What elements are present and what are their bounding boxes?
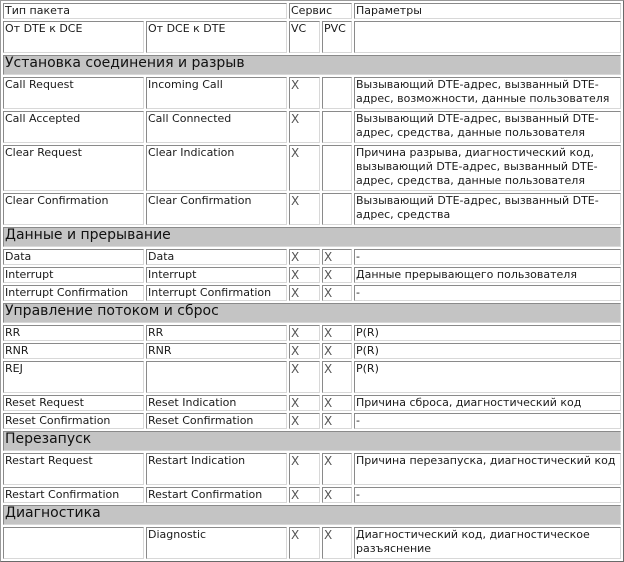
parameters-cell: - [354,413,621,429]
header-row-2 [3,21,621,53]
section-title: Перезапуск [3,431,621,451]
pvc-mark-cell: X [322,487,352,503]
pvc-mark-cell: X [322,395,352,411]
dte-to-dce-cell: Call Request [3,77,144,109]
packet-type-header: Тип пакета [3,3,287,19]
parameters-cell: Диагностический код, диагностическое разъяснение [354,527,621,559]
parameters-cell: Причина сброса, диагностический код [354,395,621,411]
dte-to-dce-cell: RNR [3,343,144,359]
dce-to-dte-cell: Reset Indication [146,395,287,411]
table-row [3,193,621,225]
pvc-mark-cell: X [322,343,352,359]
table-body [3,55,621,559]
dce-to-dte-cell: Data [146,249,287,265]
dce-to-dte-cell: Incoming Call [146,77,287,109]
dte-to-dce-cell: Reset Confirmation [3,413,144,429]
section-row [3,303,621,323]
dce-to-dte-cell: Clear Confirmation [146,193,287,225]
table-row [3,453,621,485]
section-row [3,505,621,525]
dce-to-dte-cell: Interrupt Confirmation [146,285,287,301]
vc-mark-cell: X [289,145,320,191]
parameters-cell: Причина разрыва, диагностический код, вызывающий DTE-адрес, вызванный DTE-адрес, средства, данные пользователя [354,145,621,191]
dce-to-dte-cell: Diagnostic [146,527,287,559]
section-title: Диагностика [3,505,621,525]
parameters-cell: P(R) [354,325,621,341]
dce-to-dte-cell [146,361,287,393]
dce-to-dte-cell: Reset Confirmation [146,413,287,429]
vc-mark-cell: X [289,325,320,341]
vc-mark-cell: X [289,453,320,485]
dce-to-dte-cell: Restart Confirmation [146,487,287,503]
pvc-mark-cell [322,145,352,191]
section-row [3,431,621,451]
dte-to-dce-cell: Data [3,249,144,265]
vc-mark-cell: X [289,343,320,359]
vc-mark-cell: X [289,267,320,283]
parameters-cell: - [354,487,621,503]
table-row [3,77,621,109]
pvc-mark-cell: X [322,527,352,559]
dte-to-dce-cell: Interrupt Confirmation [3,285,144,301]
dte-to-dce-cell: Call Accepted [3,111,144,143]
dte-to-dce-cell: Clear Confirmation [3,193,144,225]
pvc-mark-cell: X [322,249,352,265]
dte-to-dce-cell: Restart Request [3,453,144,485]
vc-mark-cell: X [289,413,320,429]
parameters-cell: Причина перезапуска, диагностический код [354,453,621,485]
table-row [3,527,621,559]
pvc-mark-cell: X [322,453,352,485]
dte-to-dce-cell: Reset Request [3,395,144,411]
table-row [3,361,621,393]
dce-to-dte-cell: Clear Indication [146,145,287,191]
dte-to-dce-cell: Interrupt [3,267,144,283]
vc-mark-cell: X [289,527,320,559]
vc-mark-cell: X [289,285,320,301]
table-row [3,325,621,341]
parameters-cell: - [354,285,621,301]
parameters-cell: P(R) [354,343,621,359]
parameters-cell: Вызывающий DTE-адрес, вызванный DTE-адрес, средства, данные пользователя [354,111,621,143]
parameters-cell: P(R) [354,361,621,393]
table-row [3,487,621,503]
section-row [3,55,621,75]
vc-mark-cell: X [289,395,320,411]
pvc-mark-cell: X [322,267,352,283]
section-title: Управление потоком и сброс [3,303,621,323]
section-title: Данные и прерывание [3,227,621,247]
table-row [3,395,621,411]
pvc-mark-cell [322,77,352,109]
dce-to-dte-cell: Restart Indication [146,453,287,485]
vc-mark-cell: X [289,193,320,225]
dce-to-dte-cell: Call Connected [146,111,287,143]
dce-to-dte-cell: RR [146,325,287,341]
pvc-header: PVC [322,21,352,53]
vc-mark-cell: X [289,249,320,265]
pvc-mark-cell: X [322,413,352,429]
dte-to-dce-cell: REJ [3,361,144,393]
table-row [3,343,621,359]
parameters-header: Параметры [354,3,621,19]
pvc-mark-cell: X [322,285,352,301]
dce-to-dte-cell: Interrupt [146,267,287,283]
dce-to-dte-cell: RNR [146,343,287,359]
parameters-subheader [354,21,621,53]
vc-mark-cell: X [289,111,320,143]
header-row-1 [3,3,621,19]
table-row [3,285,621,301]
vc-mark-cell: X [289,77,320,109]
table-row [3,249,621,265]
vc-header: VC [289,21,320,53]
vc-mark-cell: X [289,361,320,393]
pvc-mark-cell: X [322,361,352,393]
service-header: Сервис [289,3,352,19]
table-row [3,111,621,143]
dte-to-dce-cell: RR [3,325,144,341]
parameters-cell: Вызывающий DTE-адрес, вызванный DTE-адрес, возможности, данные пользователя [354,77,621,109]
dte-to-dce-cell: Clear Request [3,145,144,191]
parameters-cell: Вызывающий DTE-адрес, вызванный DTE-адрес, средства [354,193,621,225]
vc-mark-cell: X [289,487,320,503]
section-row [3,227,621,247]
dce-to-dte-header: От DCE к DTE [146,21,287,53]
dte-to-dce-cell: Restart Confirmation [3,487,144,503]
pvc-mark-cell [322,193,352,225]
table-row [3,413,621,429]
dte-to-dce-cell [3,527,144,559]
table-row [3,145,621,191]
table-row [3,267,621,283]
pvc-mark-cell: X [322,325,352,341]
section-title: Установка соединения и разрыв [3,55,621,75]
parameters-cell: Данные прерывающего пользователя [354,267,621,283]
parameters-cell: - [354,249,621,265]
dte-to-dce-header: От DTE к DCE [3,21,144,53]
pvc-mark-cell [322,111,352,143]
